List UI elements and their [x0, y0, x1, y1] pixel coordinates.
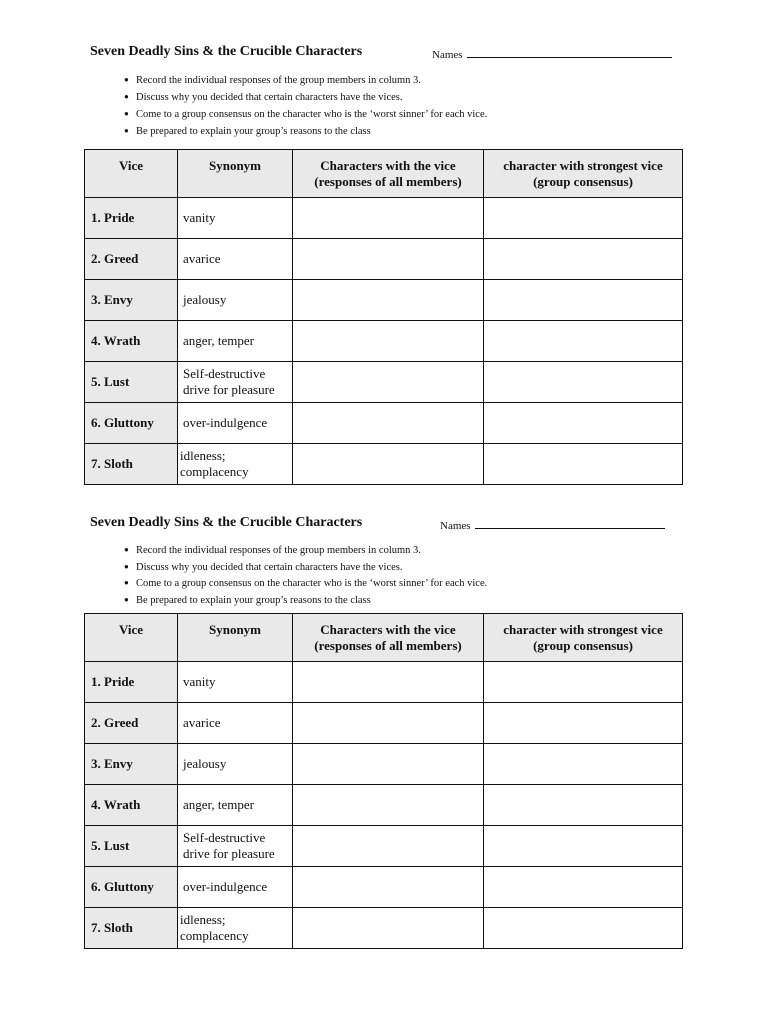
bullet-icon: ●	[124, 75, 129, 84]
instruction-item: ● Be prepared to explain your group’s reasons to the class	[124, 592, 487, 609]
characters-answer-cell[interactable]	[293, 662, 484, 703]
bullet-icon: ●	[124, 126, 129, 135]
characters-answer-cell[interactable]	[293, 403, 484, 444]
instruction-item: ● Record the individual responses of the group members in column 3.	[124, 72, 487, 89]
strongest-answer-cell[interactable]	[484, 362, 683, 403]
vice-cell: 6. Gluttony	[85, 867, 178, 908]
characters-answer-cell[interactable]	[293, 703, 484, 744]
synonym-cell: idleness; complacency	[178, 444, 293, 485]
header-strongest: character with strongest vice (group consensus)	[484, 150, 683, 198]
table-row	[85, 198, 683, 239]
table-row	[85, 444, 683, 485]
characters-answer-cell[interactable]	[293, 198, 484, 239]
header-strongest: character with strongest vice (group consensus)	[484, 614, 683, 662]
synonym-cell: avarice	[178, 239, 293, 280]
table-row	[85, 744, 683, 785]
table-row	[85, 662, 683, 703]
header-characters: Characters with the vice (responses of all members)	[293, 614, 484, 662]
names-blank-line[interactable]	[467, 47, 672, 58]
table-row	[85, 280, 683, 321]
synonym-cell: vanity	[178, 662, 293, 703]
characters-answer-cell[interactable]	[293, 239, 484, 280]
synonym-cell: over-indulgence	[178, 867, 293, 908]
instruction-item: ● Come to a group consensus on the character who is the ‘worst sinner’ for each vice.	[124, 106, 487, 123]
characters-answer-cell[interactable]	[293, 908, 484, 949]
strongest-answer-cell[interactable]	[484, 662, 683, 703]
vice-table	[84, 613, 683, 949]
vice-cell: 3. Envy	[85, 280, 178, 321]
table-row	[85, 239, 683, 280]
strongest-answer-cell[interactable]	[484, 867, 683, 908]
characters-answer-cell[interactable]	[293, 867, 484, 908]
characters-answer-cell[interactable]	[293, 362, 484, 403]
vice-cell: 4. Wrath	[85, 321, 178, 362]
bullet-icon: ●	[124, 109, 129, 118]
bullet-icon: ●	[124, 545, 129, 554]
strongest-answer-cell[interactable]	[484, 321, 683, 362]
names-blank-line[interactable]	[475, 518, 665, 529]
bullet-icon: ●	[124, 595, 129, 605]
instruction-item: ● Discuss why you decided that certain characters have the vices.	[124, 559, 487, 576]
vice-cell: 6. Gluttony	[85, 403, 178, 444]
table-row	[85, 785, 683, 826]
vice-cell: 1. Pride	[85, 662, 178, 703]
table-row	[85, 867, 683, 908]
synonym-cell: jealousy	[178, 744, 293, 785]
synonym-cell: jealousy	[178, 280, 293, 321]
instruction-item: ● Come to a group consensus on the character who is the ‘worst sinner’ for each vice.	[124, 575, 487, 592]
vice-cell: 1. Pride	[85, 198, 178, 239]
synonym-cell: anger, temper	[178, 785, 293, 826]
table-header-row	[85, 614, 683, 662]
synonym-cell: vanity	[178, 198, 293, 239]
synonym-cell: idleness; complacency	[178, 908, 293, 949]
bullet-icon: ●	[124, 92, 129, 101]
names-field[interactable]	[432, 47, 672, 61]
strongest-answer-cell[interactable]	[484, 198, 683, 239]
bullet-icon: ●	[124, 578, 129, 588]
instruction-list	[124, 542, 487, 609]
header-synonym: Synonym	[178, 614, 293, 662]
strongest-answer-cell[interactable]	[484, 744, 683, 785]
strongest-answer-cell[interactable]	[484, 826, 683, 867]
characters-answer-cell[interactable]	[293, 280, 484, 321]
worksheet-title: Seven Deadly Sins & the Crucible Characters	[90, 44, 363, 59]
vice-cell: 2. Greed	[85, 703, 178, 744]
strongest-answer-cell[interactable]	[484, 785, 683, 826]
header-vice: Vice	[85, 614, 178, 662]
instruction-item: ● Discuss why you decided that certain characters have the vices.	[124, 89, 487, 106]
instruction-item: ● Be prepared to explain your group’s reasons to the class	[124, 123, 487, 140]
table-header-row	[85, 150, 683, 198]
characters-answer-cell[interactable]	[293, 785, 484, 826]
vice-cell: 7. Sloth	[85, 444, 178, 485]
synonym-cell: avarice	[178, 703, 293, 744]
strongest-answer-cell[interactable]	[484, 908, 683, 949]
strongest-answer-cell[interactable]	[484, 239, 683, 280]
synonym-cell: Self-destructive drive for pleasure	[178, 362, 293, 403]
vice-cell: 4. Wrath	[85, 785, 178, 826]
header-synonym: Synonym	[178, 150, 293, 198]
vice-table	[84, 149, 683, 485]
strongest-answer-cell[interactable]	[484, 703, 683, 744]
table-row	[85, 403, 683, 444]
vice-cell: 5. Lust	[85, 826, 178, 867]
table-row	[85, 362, 683, 403]
synonym-cell: over-indulgence	[178, 403, 293, 444]
names-field[interactable]	[440, 518, 665, 532]
header-vice: Vice	[85, 150, 178, 198]
vice-cell: 2. Greed	[85, 239, 178, 280]
characters-answer-cell[interactable]	[293, 826, 484, 867]
worksheet-title: Seven Deadly Sins & the Crucible Characters	[90, 515, 363, 530]
strongest-answer-cell[interactable]	[484, 403, 683, 444]
synonym-cell: anger, temper	[178, 321, 293, 362]
vice-cell: 5. Lust	[85, 362, 178, 403]
characters-answer-cell[interactable]	[293, 444, 484, 485]
strongest-answer-cell[interactable]	[484, 444, 683, 485]
table-row	[85, 321, 683, 362]
vice-cell: 7. Sloth	[85, 908, 178, 949]
names-label: Names	[432, 49, 463, 61]
instruction-list	[124, 72, 487, 140]
characters-answer-cell[interactable]	[293, 744, 484, 785]
table-row	[85, 826, 683, 867]
header-characters: Characters with the vice (responses of all members)	[293, 150, 484, 198]
synonym-cell: Self-destructive drive for pleasure	[178, 826, 293, 867]
characters-answer-cell[interactable]	[293, 321, 484, 362]
strongest-answer-cell[interactable]	[484, 280, 683, 321]
names-label: Names	[440, 520, 471, 532]
instruction-item: ● Record the individual responses of the group members in column 3.	[124, 542, 487, 559]
table-row	[85, 703, 683, 744]
vice-cell: 3. Envy	[85, 744, 178, 785]
table-row	[85, 908, 683, 949]
bullet-icon: ●	[124, 561, 129, 571]
